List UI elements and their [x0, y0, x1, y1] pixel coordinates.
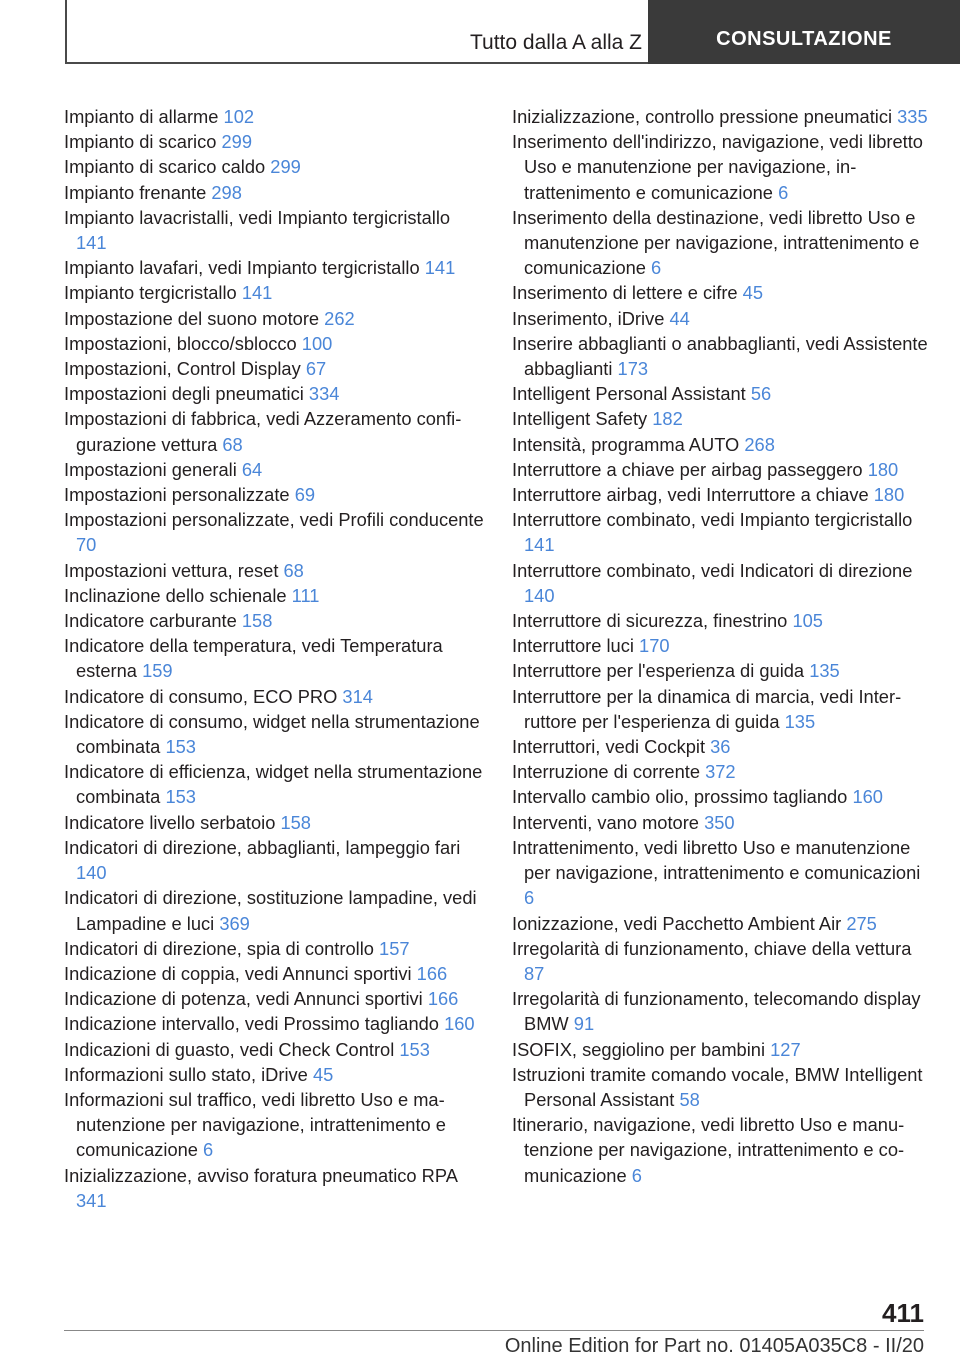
- index-column-left: [64, 104, 484, 1213]
- page-reference-link[interactable]: 91: [573, 1013, 595, 1035]
- index-entry-text: Indicatore carburante: [64, 610, 237, 632]
- index-entry: [64, 331, 484, 356]
- page-reference-link[interactable]: 153: [399, 1038, 430, 1060]
- index-entry-text: Inserimento della destinazione, vedi libretto Uso e manutenzione per navigazione, intrattenimento e comunicazione: [512, 206, 920, 279]
- index-entry-text: Inclinazione dello schienale: [64, 584, 287, 606]
- index-entry: [64, 684, 484, 709]
- page-reference-link[interactable]: 135: [784, 710, 816, 732]
- index-entry: [512, 784, 932, 809]
- index-entry: [512, 633, 932, 658]
- index-entry-text: Impostazioni degli pneumatici: [64, 383, 304, 405]
- page-reference-link[interactable]: 45: [312, 1063, 334, 1085]
- index-entry-text: Interruttore per la dinamica di marcia, vedi Interruttore per l'esperienza di guida: [512, 685, 902, 732]
- index-entry-text: Inserimento dell'indirizzo, navigazione, vedi libretto Uso e manutenzione per navigazione, intrattenimento e comunicazione: [512, 131, 923, 203]
- header-rule-vertical: [65, 0, 67, 64]
- index-entry: [64, 306, 484, 331]
- page-reference-link[interactable]: 158: [280, 811, 311, 833]
- index-entry: [512, 936, 932, 986]
- index-entry: [64, 558, 484, 583]
- page-reference-link[interactable]: 160: [444, 1013, 475, 1035]
- index-entry-text: ISOFIX, seggiolino per bambini: [512, 1038, 766, 1060]
- index-entry: [64, 608, 484, 633]
- index-entry-text: Indicatore della temperatura, vedi Temperatura esterna: [64, 635, 443, 682]
- page-reference-link[interactable]: 45: [742, 282, 764, 304]
- page-reference-link[interactable]: 262: [324, 307, 355, 329]
- index-entry: [512, 457, 932, 482]
- index-entry-text: Interruttore luci: [512, 635, 634, 657]
- page-reference-link[interactable]: 157: [379, 937, 410, 959]
- index-entry-text: Impostazioni, Control Display: [64, 358, 301, 380]
- index-entry: [512, 734, 932, 759]
- index-entry-text: Interruzione di corrente: [512, 761, 700, 783]
- index-entry: [512, 1062, 932, 1112]
- page-reference-link[interactable]: 36: [710, 736, 731, 758]
- index-entry-text: Impianto tergicristallo: [64, 282, 237, 304]
- page-reference-link[interactable]: 314: [342, 685, 373, 707]
- index-entry-text: Interruttore airbag, vedi Interruttore a chiave: [512, 484, 869, 506]
- index-entry: [512, 104, 932, 129]
- index-entry-text: Istruzioni tramite comando vocale, BMW Intelligent Personal Assistant: [512, 1063, 923, 1110]
- index-entry: [64, 280, 484, 305]
- page-reference-link[interactable]: 153: [165, 736, 196, 758]
- index-entry-text: Impostazione del suono motore: [64, 307, 320, 329]
- index-entry-text: Impostazioni personalizzate: [64, 484, 290, 506]
- index-entry: [512, 1112, 932, 1188]
- page-reference-link[interactable]: 69: [294, 484, 316, 506]
- index-entry-text: Inserimento di lettere e cifre: [512, 282, 738, 304]
- page-reference-link[interactable]: 141: [424, 257, 456, 279]
- index-entry: [64, 180, 484, 205]
- index-entry-text: Indicatori di direzione, abbaglianti, lampeggio fari: [64, 836, 461, 858]
- page-reference-link[interactable]: 68: [283, 559, 304, 581]
- index-entry: [512, 432, 932, 457]
- page-reference-link[interactable]: 6: [778, 181, 789, 203]
- page-reference-link[interactable]: 6: [203, 1139, 214, 1161]
- index-entry: [512, 280, 932, 305]
- page-reference-link[interactable]: 166: [427, 988, 459, 1010]
- page-reference-link[interactable]: 180: [873, 484, 905, 506]
- index-entry: [512, 911, 932, 936]
- index-entry: [64, 885, 484, 935]
- page-reference-link[interactable]: 67: [305, 358, 327, 380]
- index-entry: [64, 583, 484, 608]
- page-reference-link[interactable]: 153: [165, 786, 196, 808]
- index-entry-text: Interruttore per l'esperienza di guida: [512, 660, 805, 682]
- index-entry-text: Impianto lavafari, vedi Impianto tergicristallo: [64, 257, 420, 279]
- page-reference-link[interactable]: 334: [308, 383, 340, 405]
- index-entry-text: Itinerario, navigazione, vedi libretto Uso e manutenzione per navigazione, intrattenimento e comunicazione: [512, 1114, 905, 1186]
- page-reference-link[interactable]: 299: [270, 156, 301, 178]
- index-entry: [64, 1062, 484, 1087]
- index-entry: [512, 306, 932, 331]
- page-reference-link[interactable]: 369: [219, 912, 250, 934]
- page-reference-link[interactable]: 87: [524, 962, 545, 984]
- index-entry-text: Indicazioni di guasto, vedi Check Control: [64, 1038, 395, 1060]
- index-entry: [64, 457, 484, 482]
- page-reference-link[interactable]: 158: [241, 610, 273, 632]
- index-entry-text: Impostazioni, blocco/sblocco: [64, 332, 297, 354]
- page-reference-link[interactable]: 173: [617, 358, 649, 380]
- page-reference-link[interactable]: 140: [76, 862, 107, 884]
- index-entry: [64, 205, 484, 255]
- index-entry: [64, 129, 484, 154]
- index-entry: [64, 709, 484, 759]
- index-entry: [64, 835, 484, 885]
- index-entry-text: Intervallo cambio olio, prossimo tagliando: [512, 786, 848, 808]
- index-entry: [512, 810, 932, 835]
- page-reference-link[interactable]: 68: [222, 433, 243, 455]
- page-reference-link[interactable]: 372: [705, 761, 736, 783]
- page-reference-link[interactable]: 268: [744, 433, 775, 455]
- index-entry-text: Inserimento, iDrive: [512, 307, 665, 329]
- index-entry: [512, 381, 932, 406]
- index-entry: [64, 810, 484, 835]
- page-reference-link[interactable]: 159: [142, 660, 173, 682]
- page-reference-link[interactable]: 141: [524, 534, 555, 556]
- index-entry: [64, 356, 484, 381]
- page-reference-link[interactable]: 298: [211, 181, 242, 203]
- page-reference-link[interactable]: 56: [750, 383, 772, 405]
- index-entry: [512, 835, 932, 911]
- page-reference-link[interactable]: 275: [846, 912, 877, 934]
- index-entry-text: Impianto di allarme: [64, 106, 219, 127]
- index-entry: [512, 986, 932, 1036]
- index-entry: [64, 406, 484, 456]
- index-entry: [64, 1163, 484, 1213]
- index-entry-text: Indicatori di direzione, sostituzione lampadine, vedi Lampadine e luci: [64, 887, 477, 934]
- index-entry-text: Interruttori, vedi Cockpit: [512, 736, 706, 758]
- index-entry-text: Impostazioni personalizzate, vedi Profili conducente: [64, 509, 484, 531]
- page-reference-link[interactable]: 44: [669, 307, 690, 329]
- index-entry: [64, 961, 484, 986]
- index-entry-text: Indicazione di coppia, vedi Annunci sportivi: [64, 962, 412, 984]
- index-entry-text: Impianto di scarico caldo: [64, 156, 266, 178]
- index-entry: [512, 608, 932, 633]
- index-entry-text: Impianto lavacristalli, vedi Impianto tergicristallo: [64, 206, 451, 228]
- index-entry: [64, 507, 484, 557]
- index-entry-text: Irregolarità di funzionamento, telecomando display BMW: [512, 988, 921, 1035]
- index-entry-text: Informazioni sullo stato, iDrive: [64, 1063, 308, 1085]
- footer-rule: [64, 1330, 924, 1331]
- index-entry-text: Ionizzazione, vedi Pacchetto Ambient Air: [512, 912, 842, 934]
- index-entry: [512, 331, 932, 381]
- page-reference-link[interactable]: 6: [651, 257, 662, 279]
- page-reference-link[interactable]: 182: [652, 408, 683, 430]
- index-entry-text: Interruttore di sicurezza, finestrino: [512, 610, 788, 632]
- index-entry-text: Indicatori di direzione, spia di controllo: [64, 937, 374, 959]
- section-title: Tutto dalla A alla Z: [470, 31, 642, 54]
- index-entry-text: Inizializzazione, avviso foratura pneumatico RPA: [64, 1164, 457, 1186]
- index-entry: [512, 558, 932, 608]
- page-reference-link[interactable]: 135: [809, 660, 840, 682]
- index-column-right: [512, 104, 932, 1188]
- page-reference-link[interactable]: 350: [704, 811, 735, 833]
- index-entry: [64, 381, 484, 406]
- footer-edition: Online Edition for Part no. 01405A035C8 - II/20: [504, 1335, 924, 1357]
- index-entry: [512, 507, 932, 557]
- page-number: 411: [882, 1298, 924, 1328]
- page-reference-link[interactable]: 180: [867, 458, 899, 480]
- page-reference-link[interactable]: 341: [76, 1189, 107, 1211]
- page-reference-link[interactable]: 105: [792, 610, 823, 632]
- page-reference-link[interactable]: 111: [291, 584, 320, 606]
- page-reference-link[interactable]: 64: [241, 458, 263, 480]
- index-entry-text: Informazioni sul traffico, vedi libretto Uso e manutenzione per navigazione, intrattenimento e comunicazione: [64, 1088, 446, 1161]
- index-entry: [64, 1011, 484, 1036]
- index-entry-text: Intelligent Personal Assistant: [512, 383, 746, 405]
- page-reference-link[interactable]: 170: [639, 635, 670, 657]
- page-reference-link[interactable]: 140: [524, 584, 555, 606]
- index-entry: [512, 658, 932, 683]
- index-entry: [512, 1037, 932, 1062]
- page-reference-link[interactable]: 6: [524, 887, 535, 909]
- index-entry: [64, 1087, 484, 1163]
- page-reference-link[interactable]: 141: [241, 282, 273, 304]
- index-entry: [512, 482, 932, 507]
- index-entry-text: Interruttore combinato, vedi Impianto tergicristallo: [512, 509, 913, 531]
- chapter-tab[interactable]: CONSULTAZIONE: [648, 0, 960, 64]
- index-entry-text: Impianto di scarico: [64, 131, 217, 153]
- page-reference-link[interactable]: 6: [631, 1164, 642, 1186]
- index-entry-text: Inserire abbaglianti o anabbaglianti, vedi Assistente abbaglianti: [512, 332, 928, 380]
- page-reference-link[interactable]: 100: [301, 332, 333, 354]
- index-entry: [64, 986, 484, 1011]
- index-entry-text: Indicatore di efficienza, widget nella strumentazione combinata: [64, 761, 483, 808]
- index-entry-text: Indicatore di consumo, widget nella strumentazione combinata: [64, 710, 480, 758]
- page-reference-link[interactable]: 335: [897, 106, 928, 127]
- index-entry: [512, 406, 932, 431]
- index-entry: [64, 1037, 484, 1062]
- index-entry-text: Impostazioni generali: [64, 458, 237, 480]
- index-entry-text: Inizializzazione, controllo pressione pneumatici: [512, 106, 893, 127]
- index-entry: [64, 154, 484, 179]
- page-reference-link[interactable]: 166: [416, 962, 448, 984]
- index-entry-text: Indicazione intervallo, vedi Prossimo tagliando: [64, 1013, 439, 1035]
- page-reference-link[interactable]: 70: [76, 534, 97, 556]
- index-entry-text: Impianto frenante: [64, 181, 207, 203]
- index-entry: [512, 684, 932, 734]
- header-rule-horizontal: [65, 62, 648, 64]
- index-entry: [64, 482, 484, 507]
- index-entry-text: Impostazioni di fabbrica, vedi Azzeramento configurazione vettura: [64, 408, 462, 455]
- index-entry: [64, 104, 484, 129]
- index-entry: [64, 936, 484, 961]
- index-entry-text: Interventi, vano motore: [512, 811, 699, 833]
- index-entry-text: Intrattenimento, vedi libretto Uso e manutenzione per navigazione, intrattenimento e comunicazioni: [512, 836, 921, 884]
- page-reference-link[interactable]: 102: [223, 106, 255, 127]
- index-entry-text: Impostazioni vettura, reset: [64, 559, 279, 581]
- index-entry: [64, 633, 484, 683]
- index-entry-text: Intelligent Safety: [512, 408, 648, 430]
- index-entry: [512, 759, 932, 784]
- page-reference-link[interactable]: 141: [76, 232, 107, 254]
- index-entry-text: Indicazione di potenza, vedi Annunci sportivi: [64, 988, 423, 1010]
- index-entry-text: Interruttore combinato, vedi Indicatori di direzione: [512, 559, 913, 581]
- page-reference-link[interactable]: 127: [770, 1038, 801, 1060]
- index-entry: [512, 129, 932, 205]
- index-entry: [64, 759, 484, 809]
- index-entry-text: Intensità, programma AUTO: [512, 433, 740, 455]
- page-reference-link[interactable]: 58: [679, 1088, 700, 1110]
- index-entry-text: Interruttore a chiave per airbag passeggero: [512, 458, 863, 480]
- index-entry-text: Indicatore di consumo, ECO PRO: [64, 685, 338, 707]
- index-entry-text: Indicatore livello serbatoio: [64, 811, 276, 833]
- index-entry: [512, 205, 932, 281]
- index-entry-text: Irregolarità di funzionamento, chiave della vettura: [512, 937, 912, 959]
- page-reference-link[interactable]: 160: [852, 786, 883, 808]
- page-reference-link[interactable]: 299: [221, 131, 253, 153]
- index-entry: [64, 255, 484, 280]
